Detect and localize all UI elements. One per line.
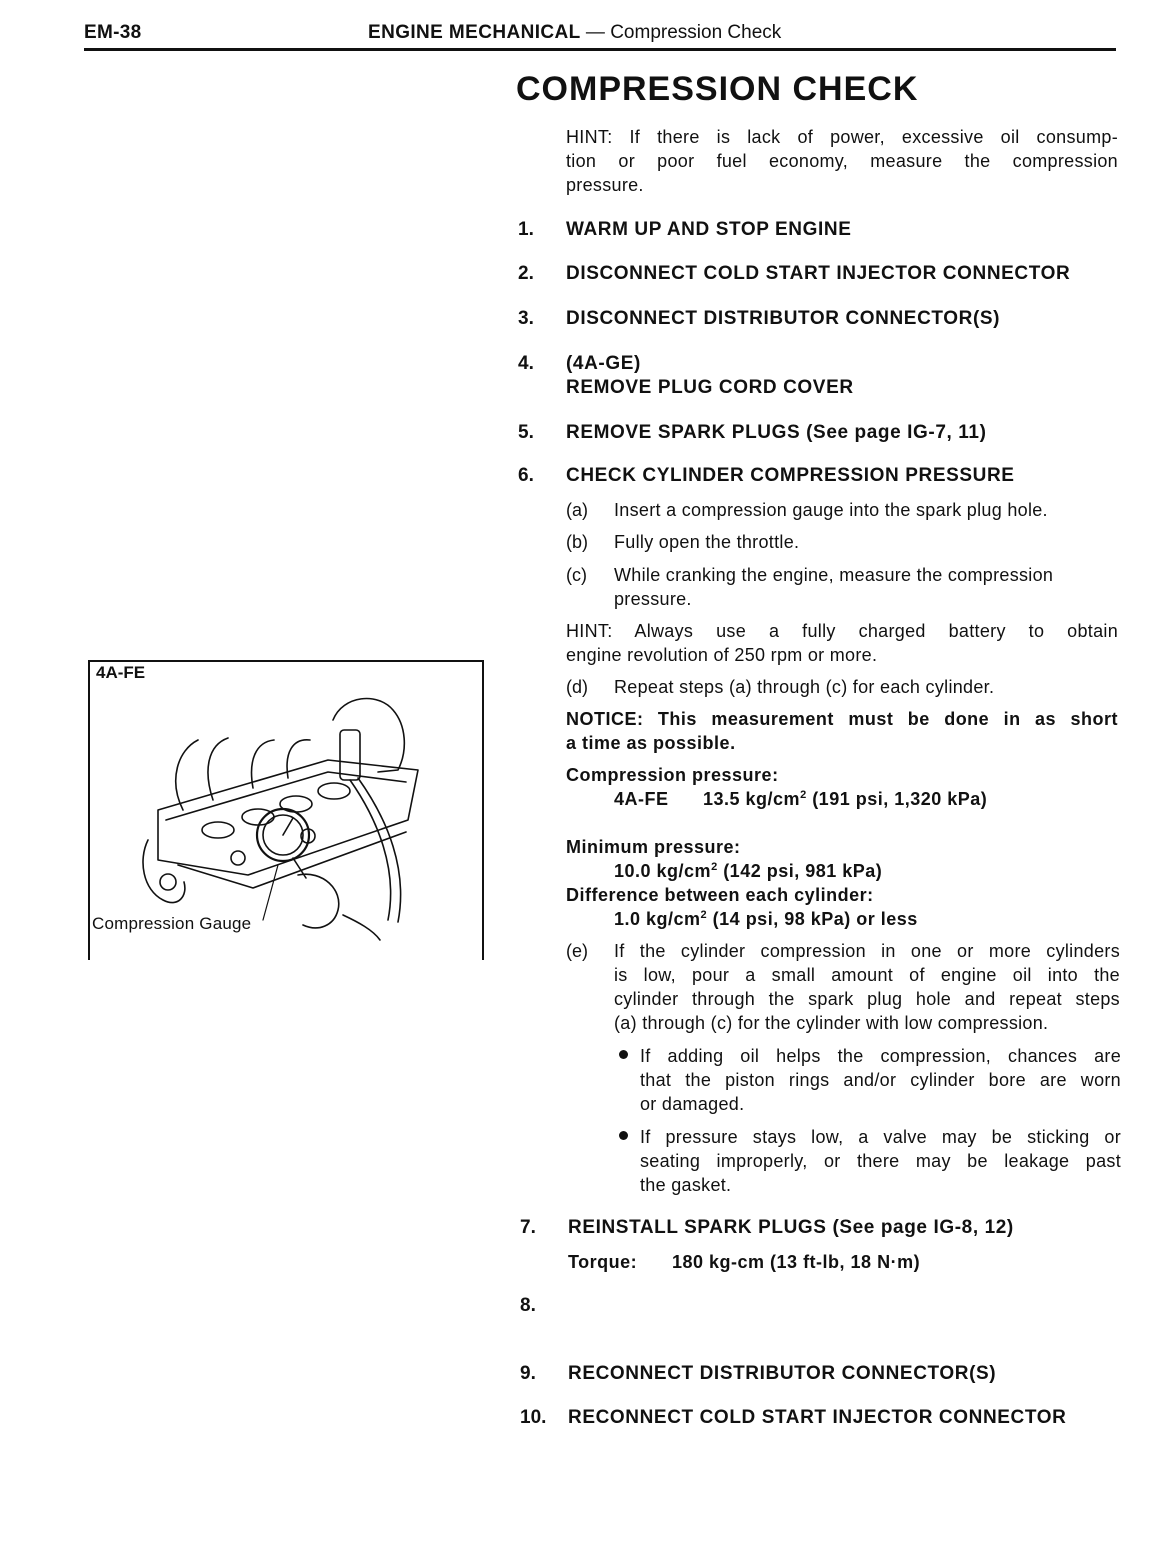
substep-line: If the cylinder compression in one or more cylinders: [614, 941, 1120, 961]
plug-hole: [318, 783, 350, 799]
hand-sleeve: [343, 915, 380, 940]
header-separator: —: [585, 22, 605, 43]
substep-label: (a): [566, 500, 588, 520]
step-text: RECONNECT COLD START INJECTOR CONNECTOR: [568, 1407, 1067, 1428]
substep-label: (c): [566, 565, 587, 585]
torque-label: Torque:: [568, 1252, 638, 1272]
page-code: EM-38: [84, 22, 142, 43]
step-text: DISCONNECT DISTRIBUTOR CONNECTOR(S): [566, 308, 1001, 329]
torque-value: 180 kg-cm (13 ft-lb, 18 N·m): [672, 1252, 921, 1272]
hand: [298, 874, 339, 928]
notice: [566, 707, 1118, 755]
step-number: 6.: [518, 465, 534, 486]
bullet-line: that the piston rings and/or cylinder bore are worn: [640, 1070, 1121, 1090]
bolt: [160, 874, 176, 890]
bullet-line: or damaged.: [640, 1094, 745, 1114]
plug-hole: [242, 809, 274, 825]
step-number: 1.: [518, 219, 534, 240]
bullet-text: [640, 1044, 1121, 1116]
substep-line: is low, pour a small amount of engine oil into the: [614, 965, 1120, 985]
step-number: 4.: [518, 353, 534, 374]
step-text: WARM UP AND STOP ENGINE: [566, 219, 852, 240]
bullet-icon: [619, 1050, 628, 1059]
step-number: 10.: [520, 1407, 547, 1428]
intro-hint-line: tion or poor fuel economy, measure the compression: [566, 151, 1118, 171]
engine-block-left: [143, 840, 185, 903]
substep-line: cylinder through the spark plug hole and repeat steps: [614, 989, 1120, 1009]
minimum-value: 10.0 $kg/cm^2$ (142 psi, 981 kPa): [614, 861, 883, 881]
section-title: ENGINE MECHANICAL: [368, 22, 581, 43]
substep-text: Fully open the throttle.: [614, 532, 800, 552]
substep-text: [614, 563, 1053, 611]
running-header: [368, 22, 781, 44]
step-text: REINSTALL SPARK PLUGS (See page IG-8, 12): [568, 1217, 1014, 1238]
step-text: CHECK CYLINDER COMPRESSION PRESSURE: [566, 465, 1015, 486]
battery-hint: [566, 619, 1118, 667]
hint-line: engine revolution of 250 rpm or more.: [566, 645, 878, 665]
bullet-line: If pressure stays low, a valve may be sticking or: [640, 1127, 1121, 1147]
bullet-text: [640, 1125, 1121, 1197]
substep-label: (e): [566, 941, 588, 961]
plug-hole: [202, 822, 234, 838]
intro-hint-line: pressure.: [566, 175, 644, 195]
substep-line: (a) through (c) for the cylinder with low compression.: [614, 1013, 1049, 1033]
substep-label: (d): [566, 677, 588, 697]
notice-line: NOTICE: This measurement must be done in as short: [566, 709, 1118, 729]
step-text: DISCONNECT COLD START INJECTOR CONNECTOR: [566, 263, 1071, 284]
step-number: 2.: [518, 263, 534, 284]
gauge-adapter: [340, 730, 360, 780]
step-text: REMOVE PLUG CORD COVER: [566, 377, 854, 398]
step-text: REMOVE SPARK PLUGS (See page IG-7, 11): [566, 422, 987, 443]
gauge-hose: [358, 778, 401, 922]
bullet-line: If adding oil helps the compression, chances are: [640, 1046, 1121, 1066]
figure-model-label: 4A-FE: [96, 663, 146, 682]
bullet-line: the gasket.: [640, 1175, 732, 1195]
page-title: COMPRESSION CHECK: [516, 70, 919, 108]
compression-model: 4A-FE: [614, 789, 669, 809]
difference-label: Difference between each cylinder:: [566, 885, 874, 905]
intro-hint-line: HINT: If there is lack of power, excessive oil consump-: [566, 127, 1118, 147]
step-number: 9.: [520, 1363, 536, 1384]
subsection-title: Compression Check: [610, 22, 782, 43]
substep-text: [614, 939, 1120, 1035]
substep-line: While cranking the engine, measure the compression: [614, 565, 1054, 585]
substep-text: Insert a compression gauge into the spark plug hole.: [614, 500, 1048, 520]
compression-label: Compression pressure:: [566, 765, 779, 785]
bullet-line: seating improperly, or there may be leakage past: [640, 1151, 1121, 1171]
step-number: 8.: [520, 1295, 536, 1316]
substep-text: Repeat steps (a) through (c) for each cylinder.: [614, 677, 995, 697]
substep-line: pressure.: [614, 589, 692, 609]
step-text: RECONNECT DISTRIBUTOR CONNECTOR(S): [568, 1363, 997, 1384]
bullet-icon: [619, 1131, 628, 1140]
hint-line: HINT: Always use a fully charged battery to obtain: [566, 621, 1118, 641]
plug-cord: [287, 740, 310, 778]
step-text: (4A-GE): [566, 353, 641, 374]
step-number: 7.: [520, 1217, 536, 1238]
compression-value: 13.5 $kg/cm^2$ (191 psi, 1,320 kPa): [703, 789, 988, 809]
figure-caption: Compression Gauge: [92, 914, 252, 933]
difference-value: 1.0 $kg/cm^2$ (14 psi, 98 kPa) or less: [614, 909, 918, 929]
bolt: [231, 851, 245, 865]
step-number: 5.: [518, 422, 534, 443]
notice-line: a time as possible.: [566, 733, 736, 753]
gauge-needle: [283, 818, 293, 835]
minimum-label: Minimum pressure:: [566, 837, 741, 857]
step-number: 3.: [518, 308, 534, 329]
substep-label: (b): [566, 532, 588, 552]
caption-leader: [263, 865, 278, 920]
intro-hint: [566, 125, 1118, 197]
header-rule: [84, 48, 1116, 51]
